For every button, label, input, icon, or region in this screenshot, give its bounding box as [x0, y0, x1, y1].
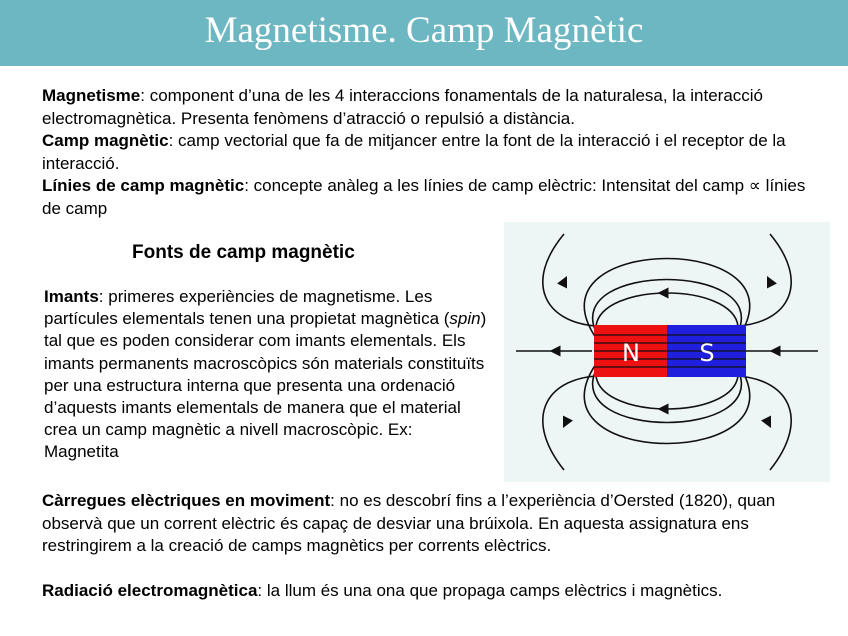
field-loop-bottom-2	[593, 370, 742, 423]
term-camp-magnetic: Camp magnètic	[42, 131, 169, 150]
field-line-top-right	[738, 234, 791, 326]
term-linies-camp: Línies de camp magnètic	[42, 176, 245, 195]
page-title: Magnetisme. Camp Magnètic	[204, 10, 644, 51]
term-carregues: Càrregues elèctriques en moviment	[42, 491, 331, 510]
text-radiacio: : la llum és una ona que propaga camps elèctrics i magnètics.	[257, 581, 723, 600]
term-radiacio: Radiació electromagnètica	[42, 581, 258, 600]
arrow-top-left	[564, 280, 565, 282]
arrow-bottom-left	[565, 422, 566, 424]
field-loop-top-1	[596, 293, 738, 326]
magnet-field-figure	[504, 222, 830, 482]
field-loop-bottom-1	[596, 376, 738, 409]
text-imants-a: : primeres experiències de magnetisme. Les partícules elementals tenen una propietat magnètica (	[44, 287, 450, 329]
south-label: S	[699, 339, 715, 367]
text-magnetisme: : component d’una de les 4 interaccions fonamentals de la naturalesa, la interacció electromagnètica. Presenta fenòmens d’atracció o repulsió a distància.	[42, 86, 764, 128]
field-line-bottom-left	[543, 376, 596, 470]
magnet-field-diagram	[504, 222, 830, 482]
field-line-bottom-right	[738, 376, 791, 470]
field-loop-top-2	[593, 280, 742, 333]
paragraph-camp-magnetic	[42, 130, 827, 175]
paragraph-radiacio	[42, 580, 827, 603]
paragraph-magnetisme	[42, 85, 827, 130]
arrow-top-right	[769, 280, 770, 282]
paragraph-imants	[44, 286, 489, 464]
north-label: N	[622, 339, 640, 367]
text-carregues: : no es descobrí fins a l’experiència d’Oersted (1820), quan observà que un corrent elèctric és capaç de desviar una brúixola. En aquesta assignatura ens restringirem a la creació de camps magnètics per corrents elèctrics.	[42, 491, 776, 555]
arrow-bottom-right	[768, 422, 769, 424]
text-linies-camp: : concepte anàleg a les línies de camp elèctric: Intensitat del camp ∝ línies de camp	[42, 176, 806, 218]
section-heading-fonts: Fonts de camp magnètic	[132, 242, 355, 263]
text-imants-b: ) tal que es poden considerar com imants elementals. Els imants permanents macroscòpics són materials constituïts per una estructura interna que presenta una ordenació d’aquests imants elementals de manera que el material crea un camp magnètic a nivell macroscòpic. Ex: Magnetita	[44, 309, 487, 462]
field-line-top-left	[543, 234, 596, 326]
paragraph-carregues	[42, 490, 827, 558]
text-camp-magnetic: : camp vectorial que fa de mitjancer entre la font de la interacció i el receptor de la interacció.	[42, 131, 786, 173]
paragraph-linies-camp	[42, 175, 827, 220]
term-imants: Imants	[44, 287, 99, 306]
text-spin: spin	[449, 309, 481, 329]
term-magnetisme: Magnetisme	[42, 86, 141, 105]
